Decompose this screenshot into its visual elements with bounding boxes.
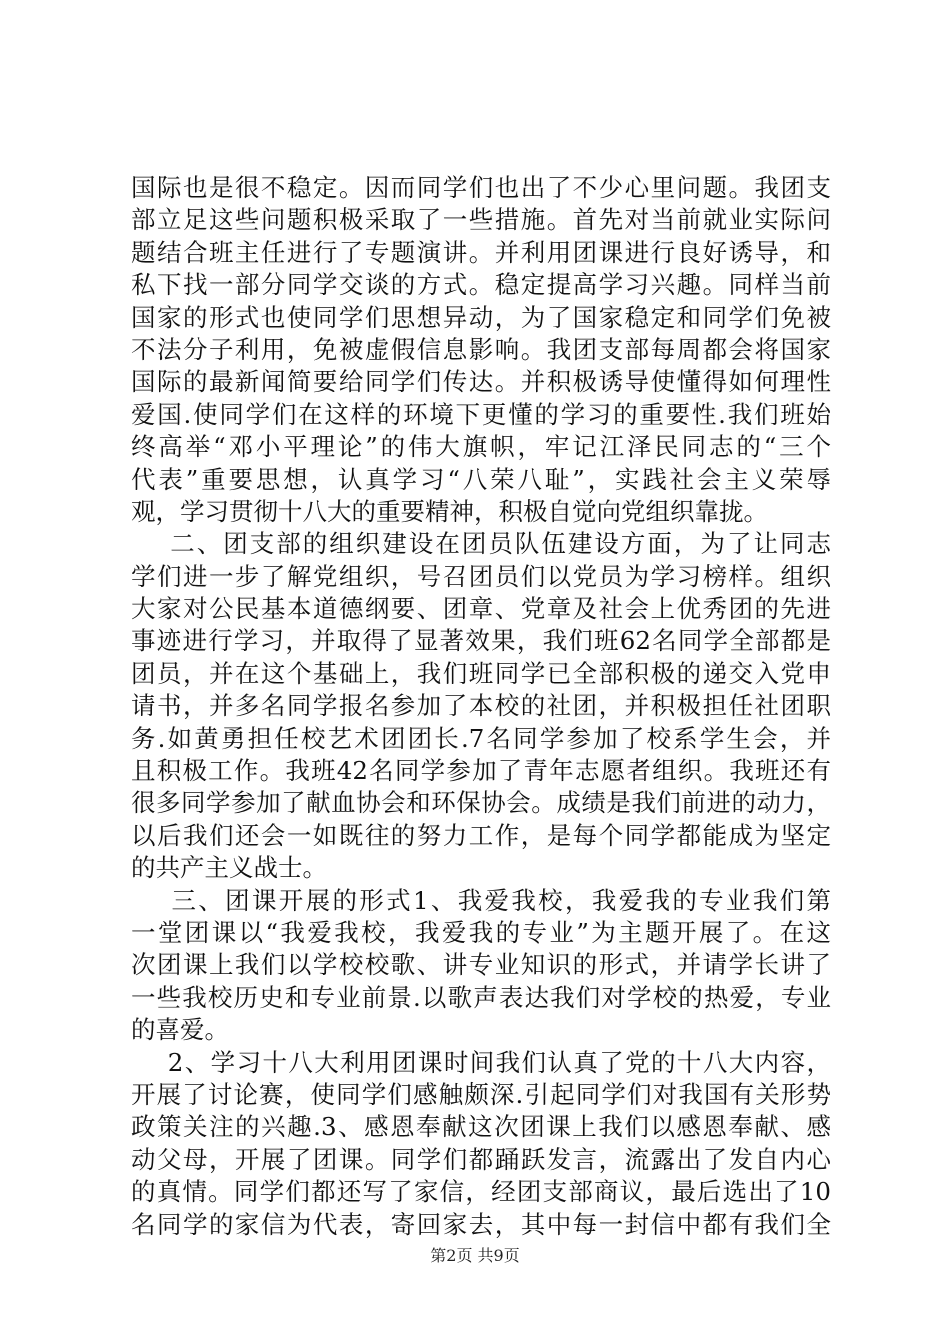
text-line: 的喜爱。 [131, 1015, 229, 1045]
text-line: 一些我校历史和专业前景.以歌声表达我们对学校的热爱，专业 [131, 982, 831, 1012]
body-text [131, 172, 831, 1241]
text-line: 事迹进行学习，并取得了显著效果，我们班62名同学全部都是 [131, 626, 831, 656]
text-line: 代表”重要思想，认真学习“八荣八耻”，实践社会主义荣辱 [131, 464, 831, 494]
text-line: 很多同学参加了献血协会和环保协会。成绩是我们前进的动力， [131, 788, 831, 818]
text-line: 一堂团课以“我爱我校，我爱我的专业”为主题开展了。在这 [131, 917, 831, 947]
text-line: 二、团支部的组织建设在团员队伍建设方面，为了让同志 [131, 529, 831, 559]
text-line: 三、团课开展的形式1、我爱我校，我爱我的专业我们第 [131, 885, 831, 915]
text-line: 观，学习贯彻十八大的重要精神，积极自觉向党组织靠拢。 [131, 496, 768, 526]
text-line: 动父母，开展了团课。同学们都踊跃发言，流露出了发自内心 [131, 1144, 831, 1174]
text-line: 的真情。同学们都还写了家信，经团支部商议，最后选出了10 [131, 1177, 831, 1207]
text-line: 的共产主义战士。 [131, 853, 327, 883]
text-line: 以后我们还会一如既往的努力工作，是每个同学都能成为坚定 [131, 820, 831, 850]
text-line: 开展了讨论赛，使同学们感触颇深.引起同学们对我国有关形势 [131, 1079, 831, 1109]
text-line: 团员，并在这个基础上，我们班同学已全部积极的递交入党申 [131, 658, 831, 688]
text-line: 次团课上我们以学校校歌、讲专业知识的形式，并请学长讲了 [131, 950, 831, 980]
text-line: 爱国.使同学们在这样的环境下更懂的学习的重要性.我们班始 [131, 399, 831, 429]
text-line: 终高举“邓小平理论”的伟大旗帜，牢记江泽民同志的“三个 [131, 432, 831, 462]
text-line: 不法分子利用，免被虚假信息影响。我团支部每周都会将国家 [131, 334, 831, 364]
text-line: 国际的最新闻简要给同学们传达。并积极诱导使懂得如何理性 [131, 367, 831, 397]
text-line: 请书，并多名同学报名参加了本校的社团，并积极担任社团职 [131, 691, 831, 721]
text-line: 部立足这些问题积极采取了一些措施。首先对当前就业实际问 [131, 205, 831, 235]
text-line: 名同学的家信为代表，寄回家去，其中每一封信中都有我们全 [131, 1209, 831, 1239]
text-line: 大家对公民基本道德纲要、团章、党章及社会上优秀团的先进 [131, 594, 831, 624]
text-line: 2、学习十八大利用团课时间我们认真了党的十八大内容， [131, 1047, 831, 1077]
page-footer: 第2页 共9页 [430, 1246, 520, 1265]
text-line: 私下找一部分同学交谈的方式。稳定提高学习兴趣。同样当前 [131, 270, 831, 300]
text-line: 政策关注的兴趣.3、感恩奉献这次团课上我们以感恩奉献、感 [131, 1112, 831, 1142]
text-line: 务.如黄勇担任校艺术团团长.7名同学参加了校系学生会，并 [131, 723, 831, 753]
text-line: 题结合班主任进行了专题演讲。并利用团课进行良好诱导，和 [131, 237, 831, 267]
text-line: 国际也是很不稳定。因而同学们也出了不少心里问题。我团支 [131, 173, 831, 202]
text-line: 且积极工作。我班42名同学参加了青年志愿者组织。我班还有 [131, 756, 831, 786]
text-line: 学们进一步了解党组织，号召团员们以党员为学习榜样。组织 [131, 561, 831, 591]
text-line: 国家的形式也使同学们思想异动，为了国家稳定和同学们免被 [131, 302, 831, 332]
